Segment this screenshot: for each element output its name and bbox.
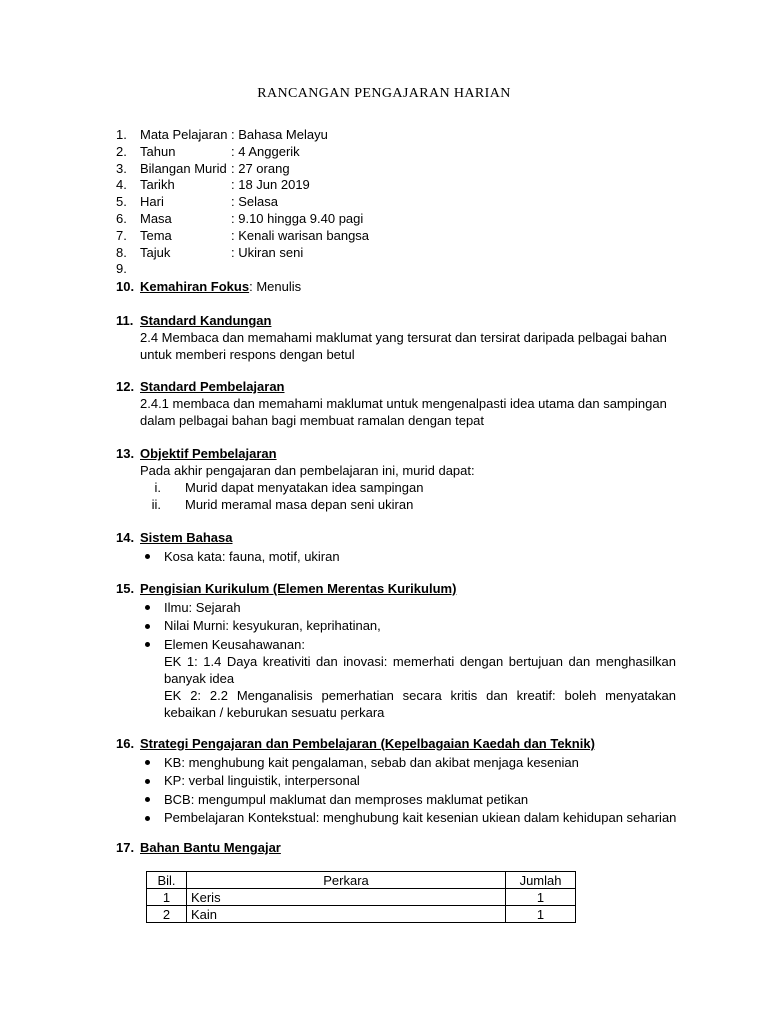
info-row: [116, 211, 369, 228]
section-text: Pada akhir pengajaran dan pembelajaran ini, murid dapat:: [140, 463, 475, 478]
section-text: 2.4 Membaca dan memahami maklumat yang tersurat dan tersirat daripada pelbagai bahan: [140, 330, 667, 345]
list-item: Kosa kata: fauna, motif, ukiran: [116, 548, 676, 565]
section-pengisian-kurikulum: [116, 580, 676, 721]
section-kemahiran-fokus: [116, 278, 676, 295]
info-label: Mata Pelajaran: [140, 127, 228, 142]
table-row: [147, 889, 576, 906]
list-item: Pembelajaran Kontekstual: menghubung kait kesenian ukiean dalam kehidupan seharian: [116, 809, 696, 826]
info-label: Tajuk: [140, 244, 171, 260]
section-heading: Bahan Bantu Mengajar: [140, 840, 281, 855]
info-value: : 9.10 hingga 9.40 pagi: [231, 210, 364, 226]
info-number: 1.: [116, 127, 127, 142]
info-number: 8.: [116, 244, 127, 260]
info-value: : 4 Anggerik: [231, 143, 300, 159]
objective-list: [116, 479, 676, 513]
info-value: : Kenali warisan bangsa: [231, 227, 370, 243]
document-title: RANCANGAN PENGAJARAN HARIAN: [257, 86, 511, 101]
section-number: 14.: [116, 530, 135, 545]
section-sistem-bahasa: [116, 529, 676, 565]
list-item: BCB: mengumpul maklumat dan memproses maklumat petikan: [116, 791, 696, 808]
info-number: 2.: [116, 143, 127, 159]
section-heading: Strategi Pengajaran dan Pembelajaran (Kepelbagaian Kaedah dan Teknik): [140, 736, 595, 751]
list-item: Nilai Murni: kesyukuran, keprihatinan,: [116, 617, 676, 634]
list-item: i. Murid dapat menyatakan idea sampingan: [154, 480, 424, 495]
bullet-list: [116, 599, 676, 653]
column-header: Perkara: [186, 872, 505, 889]
info-label: Tarikh: [140, 177, 175, 193]
materials-table: [146, 871, 576, 923]
info-number: 4.: [116, 177, 127, 193]
section-text: untuk memberi respons dengan betul: [140, 347, 355, 362]
info-value: : 18 Jun 2019: [231, 177, 310, 193]
list-item: KP: verbal linguistik, interpersonal: [116, 772, 696, 789]
ek-line: EK 1: 1.4 Daya kreativiti dan inovasi: memerhati dengan bertujuan dan menghasilkan: [164, 653, 676, 669]
info-label: Bilangan Murid: [140, 160, 227, 176]
section-heading: Kemahiran Fokus: [140, 279, 250, 294]
column-header: Bil.: [147, 872, 187, 889]
table-cell: 1: [506, 906, 576, 923]
info-value: : Bahasa Melayu: [231, 127, 328, 142]
section-number: 15.: [116, 581, 135, 596]
table-cell: Keris: [186, 889, 505, 906]
section-number: 12.: [116, 379, 135, 394]
info-row: [116, 228, 369, 245]
ek-line: kebaikan / keburukan sesuatu perkara: [164, 704, 385, 720]
info-label: Masa: [140, 210, 172, 226]
section-strategi-pengajaran: [116, 735, 696, 826]
info-number: 3.: [116, 160, 127, 176]
info-row: [116, 177, 369, 194]
list-item: KB: menghubung kait pengalaman, sebab dan akibat menjaga kesenian: [116, 754, 696, 771]
info-label: Tema: [140, 227, 172, 243]
section-heading: Pengisian Kurikulum (Elemen Merentas Kurikulum): [140, 581, 457, 596]
table-header-row: [147, 872, 576, 889]
section-text: dalam pelbagai bahan bagi membuat ramalan dengan tepat: [140, 413, 485, 428]
bullet-list: [116, 548, 676, 565]
info-value: : Ukiran seni: [231, 244, 304, 260]
section-objektif-pembelajaran: [116, 445, 676, 513]
info-row: [116, 144, 369, 161]
table-cell: 1: [147, 889, 187, 906]
ek-line: EK 2: 2.2 Menganalisis pemerhatian secara kritis dan kreatif: boleh menyatakan: [164, 687, 676, 703]
info-row: [116, 261, 369, 278]
section-number: 10.: [116, 279, 135, 294]
info-number: 6.: [116, 210, 127, 226]
info-label: Hari: [140, 194, 164, 210]
section-text: 2.4.1 membaca dan memahami maklumat untuk mengenalpasti idea utama dan sampingan: [140, 396, 667, 411]
section-number: 17.: [116, 840, 135, 855]
info-row: [116, 127, 369, 144]
section-standard-kandungan: [116, 312, 676, 363]
info-value: : 27 orang: [231, 160, 290, 176]
table-cell: 2: [147, 906, 187, 923]
info-label: Tahun: [140, 143, 176, 159]
section-value: : Menulis: [249, 279, 302, 294]
ek-line: banyak idea: [164, 670, 235, 686]
info-number: 5.: [116, 194, 127, 210]
bullet-list: [116, 754, 696, 827]
section-number: 13.: [116, 446, 135, 461]
list-item: ii. Murid meramal masa depan seni ukiran: [151, 497, 414, 512]
list-item: Elemen Keusahawanan:: [116, 636, 676, 653]
table-row: [147, 906, 576, 923]
section-heading: Objektif Pembelajaran: [140, 446, 277, 461]
table-cell: 1: [506, 889, 576, 906]
list-item: Ilmu: Sejarah: [116, 599, 676, 616]
table-cell: Kain: [186, 906, 505, 923]
info-row: [116, 194, 369, 211]
column-header: Jumlah: [506, 872, 576, 889]
section-bahan-bantu-mengajar: [116, 839, 676, 856]
section-heading: Standard Kandungan: [140, 313, 272, 328]
info-number: 7.: [116, 227, 127, 243]
info-number: 9.: [116, 261, 127, 277]
info-list: [116, 127, 369, 278]
info-row: [116, 161, 369, 178]
info-row: [116, 245, 369, 262]
section-standard-pembelajaran: [116, 378, 676, 429]
section-number: 16.: [116, 736, 135, 751]
section-number: 11.: [116, 313, 134, 328]
section-heading: Sistem Bahasa: [140, 530, 233, 545]
section-heading: Standard Pembelajaran: [140, 379, 285, 394]
info-value: : Selasa: [231, 194, 278, 210]
